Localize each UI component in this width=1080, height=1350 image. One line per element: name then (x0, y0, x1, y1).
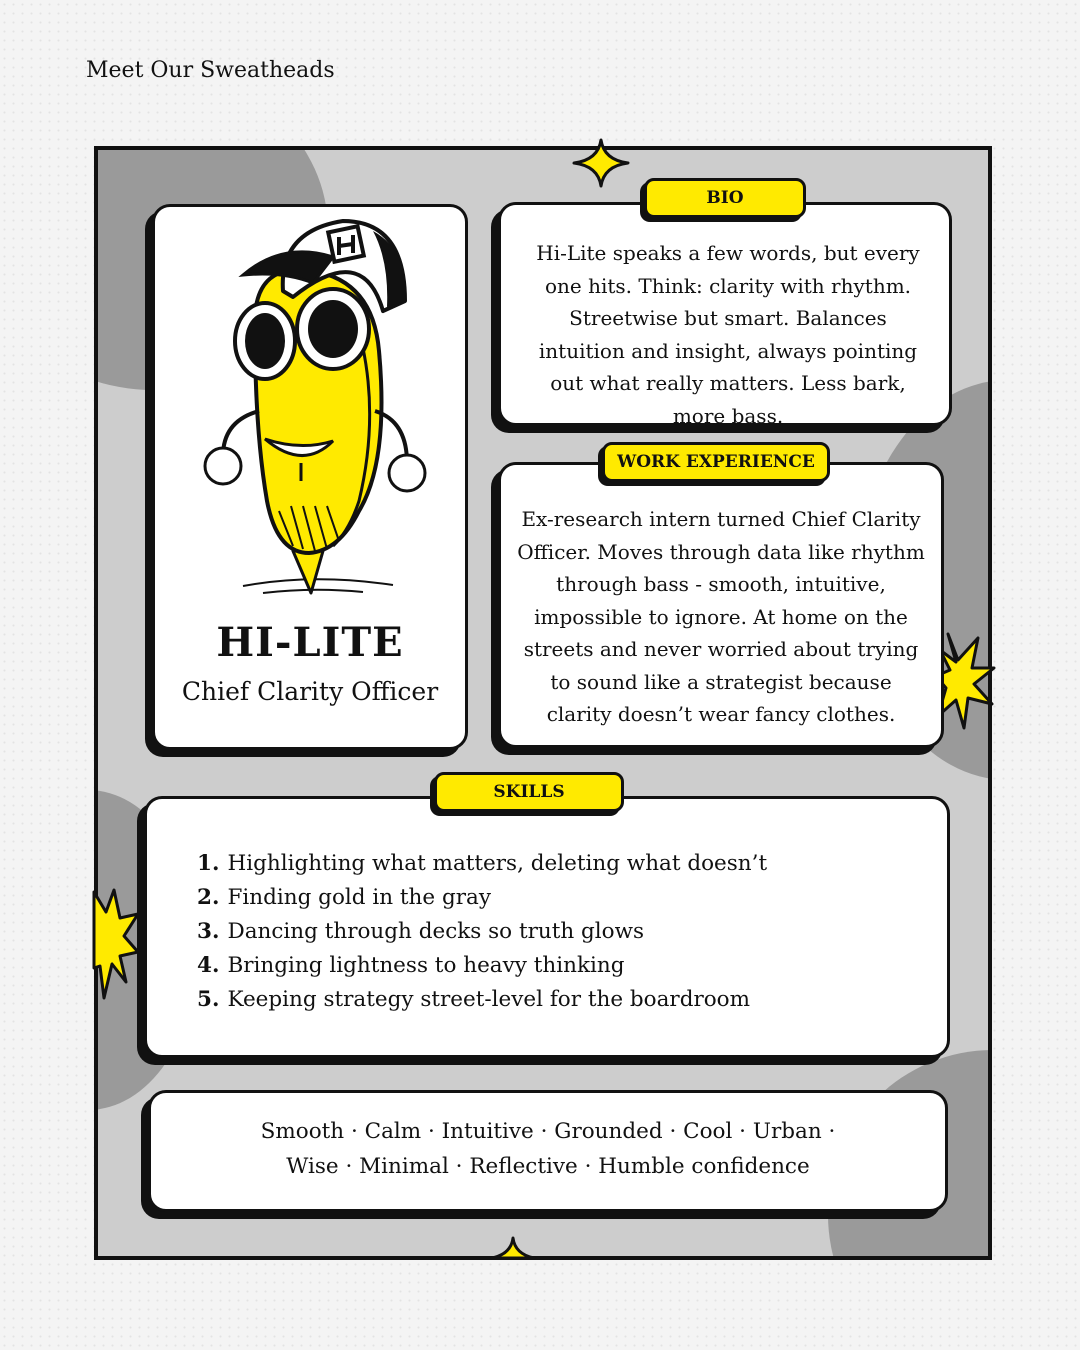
list-item: 5. Keeping strategy street-level for the boardroom (197, 987, 751, 1012)
traits-card (148, 1090, 948, 1212)
work-experience-card (498, 462, 944, 748)
profile-name: HI-LITE (216, 619, 404, 666)
sparkle-icon (490, 1236, 536, 1264)
list-item: 1. Highlighting what matters, deleting what doesn’t (197, 851, 768, 876)
starburst-icon (92, 888, 140, 1002)
profile-role: Chief Clarity Officer (181, 677, 439, 706)
list-item: 3. Dancing through decks so truth glows (197, 919, 645, 944)
sparkle-icon (572, 138, 630, 188)
skills-card (144, 796, 950, 1058)
traits-line-2: Wise · Minimal · Reflective · Humble confidence (286, 1154, 810, 1179)
bio-text: Hi-Lite speaks a few words, but every one hits. Think: clarity with rhythm. Streetwise but smart. Balances intuition and insight, always pointing out what really matters. Less bark, more bass. (536, 241, 920, 428)
highlighter-mascot-illustration (183, 201, 443, 601)
bio-card (498, 202, 952, 426)
bio-label: BIO (644, 178, 806, 218)
list-item: 4. Bringing lightness to heavy thinking (197, 953, 625, 978)
profile-card (152, 204, 468, 750)
traits-line-1: Smooth · Calm · Intuitive · Grounded · Cool · Urban · (260, 1119, 836, 1144)
list-item: 2. Finding gold in the gray (197, 885, 491, 910)
skills-list (197, 847, 767, 1017)
work-experience-label: WORK EXPERIENCE (602, 442, 830, 482)
work-experience-text: Ex-research intern turned Chief Clarity Officer. Moves through data like rhythm through bass - smooth, intuitive, impossible to ignore. At home on the streets and never worried about trying to sound like a strategist because clarity doesn’t wear fancy clothes. (517, 507, 925, 726)
skills-label: SKILLS (434, 772, 624, 812)
page-title: Meet Our Sweatheads (86, 58, 335, 83)
